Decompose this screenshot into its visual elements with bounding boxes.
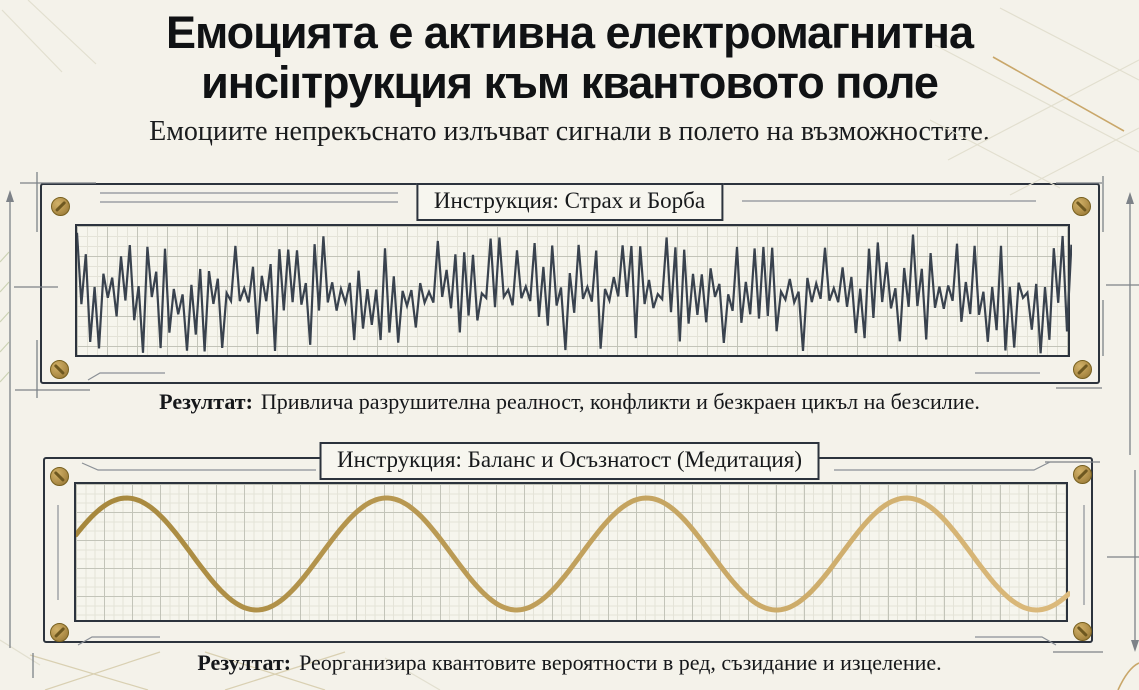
result-text: Привлича разрушителна реалност, конфликти и безкраен цикъл на безсилие.: [260, 389, 980, 414]
fear-result-line: [0, 389, 1139, 415]
title-line-1: Емоцията е активна електромагнитна: [165, 7, 974, 58]
meditation-panel-label: Инструкция: Баланс и Осъзнатост (Медитация): [319, 442, 820, 480]
screw-icon: [50, 360, 69, 379]
meditation-result-line: [0, 650, 1139, 676]
screw-icon: [1073, 622, 1092, 641]
screw-icon: [50, 467, 69, 486]
noise-waveform: [77, 226, 1072, 359]
screw-icon: [1073, 360, 1092, 379]
page-subtitle: Емоциите непрекъснато излъчват сигнали в полето на възможностите.: [149, 116, 990, 147]
fear-panel-label: Инструкция: Страх и Борба: [416, 183, 723, 221]
page-title: [0, 8, 1139, 108]
result-prefix: Резултат:: [159, 389, 253, 414]
screw-icon: [1073, 465, 1092, 484]
screw-icon: [1072, 197, 1091, 216]
screw-icon: [51, 197, 70, 216]
sine-waveform: [76, 484, 1070, 624]
result-prefix: Резултат:: [197, 650, 292, 675]
title-line-2: инсiıтрукция към квантовото поле: [201, 57, 938, 108]
fear-waveform-chart: [75, 224, 1070, 357]
result-text: Реорганизира квантовите вероятности в ред, съзидание и изцеление.: [299, 650, 942, 675]
meditation-waveform-chart: [74, 482, 1068, 622]
screw-icon: [50, 623, 69, 642]
